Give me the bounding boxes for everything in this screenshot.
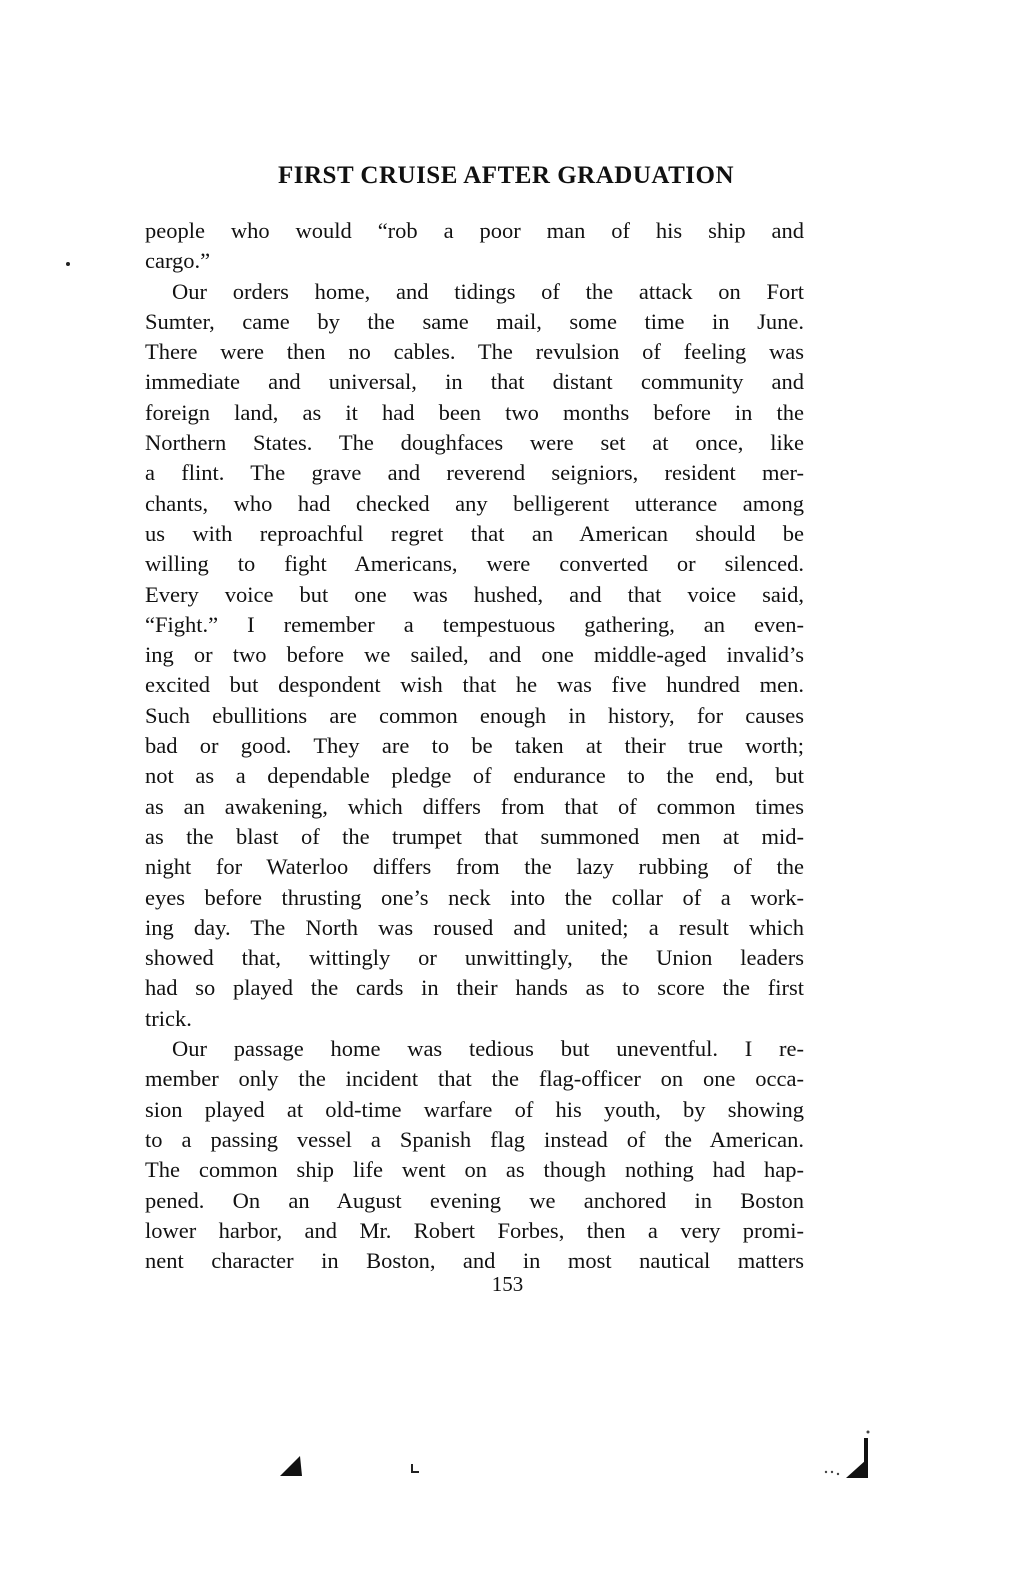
paragraph-start-line: Our orders home, and tidings of the attack on Fort: [172, 278, 804, 304]
text-line: The common ship life went on as though nothing had hap-: [145, 1157, 804, 1183]
paragraph-start-line: Our passage home was tedious but uneventful. I re-: [172, 1036, 804, 1062]
text-line: a flint. The grave and reverend seigniors, resident mer-: [145, 460, 804, 486]
running-head: FIRST CRUISE AFTER GRADUATION: [277, 162, 735, 189]
scan-artifact-center-icon: [408, 1462, 422, 1476]
text-line: had so played the cards in their hands as to score the first: [145, 975, 804, 1001]
page-number: 153: [491, 1272, 524, 1296]
text-line: Sumter, came by the same mail, some time in June.: [145, 308, 804, 334]
text-line: showed that, wittingly or unwittingly, the Union leaders: [145, 945, 804, 971]
text-line: cargo.”: [145, 248, 211, 274]
text-line: bad or good. They are to be taken at their true worth;: [145, 733, 804, 759]
text-line: Every voice but one was hushed, and that voice said,: [145, 581, 804, 607]
body-text: [145, 216, 804, 1276]
text-line: excited but despondent wish that he was five hundred men.: [145, 672, 804, 698]
text-line: as the blast of the trumpet that summoned men at mid-: [145, 823, 804, 849]
text-line: us with reproachful regret that an American should be: [145, 520, 804, 546]
text-line: people who would “rob a poor man of his ship and: [145, 218, 804, 243]
text-line: foreign land, as it had been two months before in the: [145, 399, 804, 425]
text-line: trick.: [145, 1005, 192, 1031]
text-line: chants, who had checked any belligerent utterance among: [145, 490, 804, 516]
scan-artifact-right-icon: [820, 1430, 874, 1482]
text-line: night for Waterloo differs from the lazy rubbing of the: [145, 854, 804, 880]
text-line: ing day. The North was roused and united; a result which: [145, 914, 804, 940]
text-line: “Fight.” I remember a tempestuous gathering, an even-: [145, 611, 804, 637]
text-line: lower harbor, and Mr. Robert Forbes, then a very promi-: [145, 1217, 804, 1243]
text-line: Northern States. The doughfaces were set at once, like: [145, 430, 804, 456]
text-line: immediate and universal, in that distant community and: [145, 369, 804, 395]
text-line: to a passing vessel a Spanish flag instead of the American.: [145, 1126, 804, 1152]
text-line: Such ebullitions are common enough in history, for causes: [145, 702, 804, 728]
text-line: not as a dependable pledge of endurance to the end, but: [145, 763, 804, 789]
text-line: ing or two before we sailed, and one middle-aged invalid’s: [145, 642, 804, 668]
text-line: member only the incident that the flag-officer on one occa-: [145, 1066, 804, 1092]
stray-ink-dot: [66, 262, 70, 266]
text-line: nent character in Boston, and in most nautical matters: [145, 1248, 804, 1274]
text-line: sion played at old-time warfare of his youth, by showing: [145, 1096, 804, 1122]
text-line: willing to fight Americans, were converted or silenced.: [145, 551, 804, 577]
scan-artifact-left-icon: [276, 1452, 304, 1478]
text-line: as an awakening, which differs from that of common times: [145, 793, 804, 819]
text-line: pened. On an August evening we anchored in Boston: [145, 1187, 804, 1213]
text-line: There were then no cables. The revulsion of feeling was: [145, 339, 804, 365]
text-line: eyes before thrusting one’s neck into the collar of a work-: [145, 884, 804, 910]
